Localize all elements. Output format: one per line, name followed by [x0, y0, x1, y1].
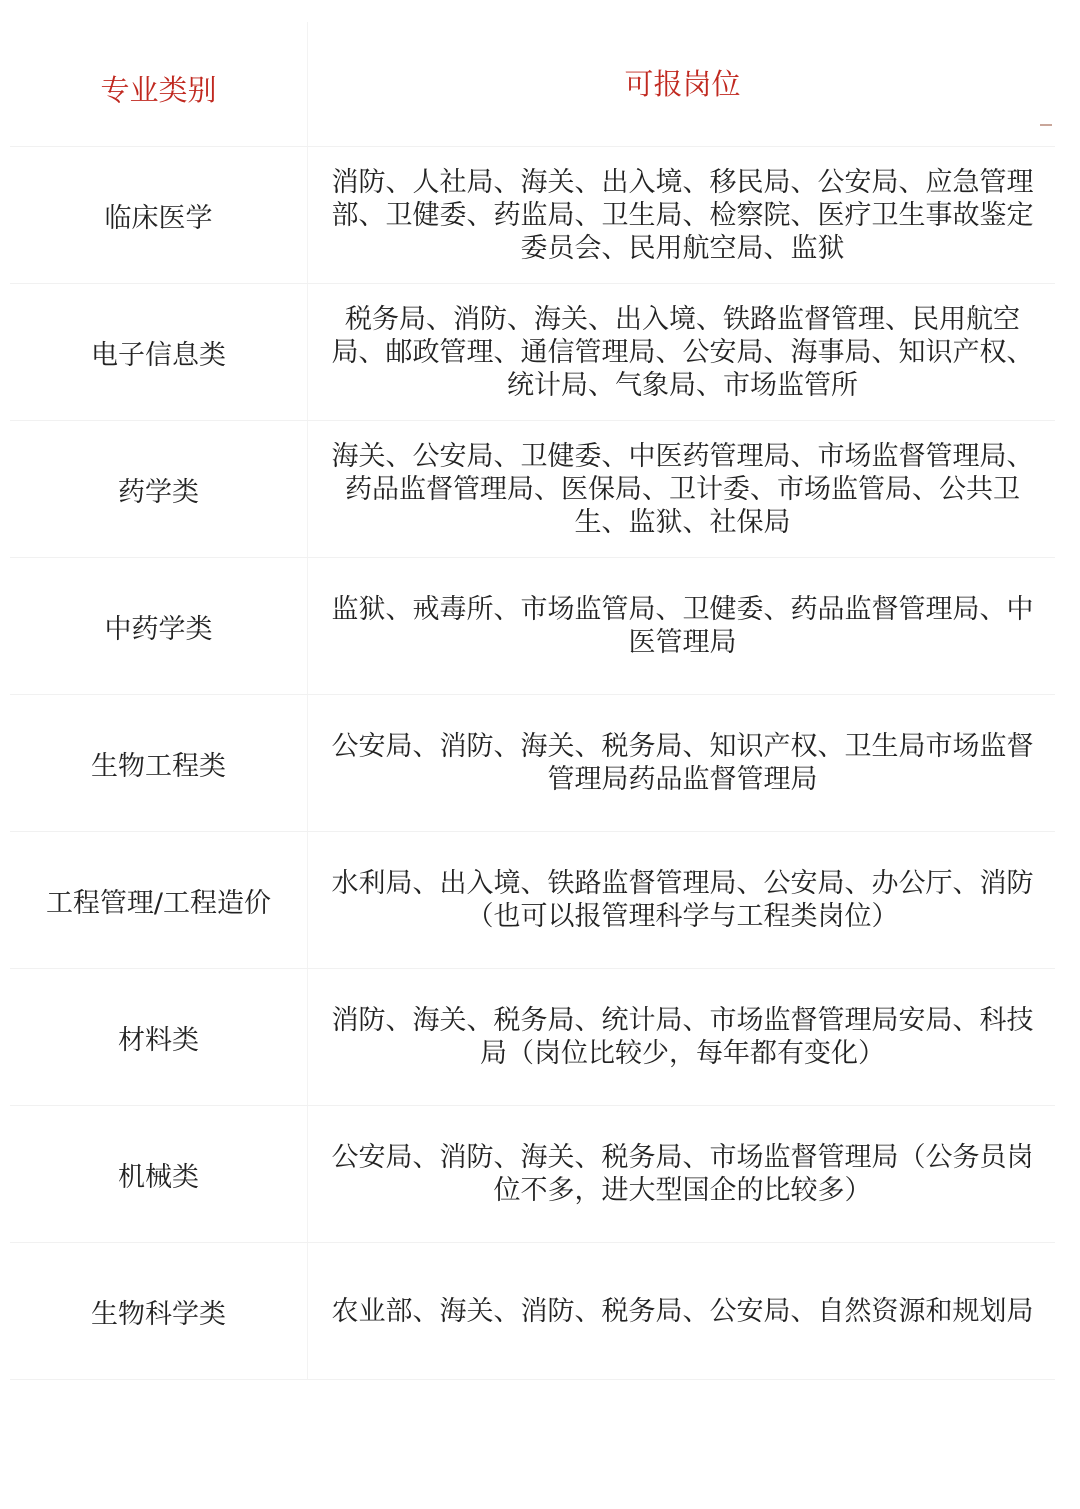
- category-cell: 电子信息类: [10, 284, 308, 420]
- table-row: [10, 969, 1055, 1106]
- table-row: [10, 832, 1055, 969]
- category-cell: 临床医学: [10, 147, 308, 283]
- positions-text: 税务局、消防、海关、出入境、铁路监督管理、民用航空局、邮政管理、通信管理局、公安局、海事局、知识产权、统计局、气象局、市场监管所: [331, 303, 1034, 401]
- table-row: [10, 421, 1055, 558]
- positions-text: 消防、海关、税务局、统计局、市场监督管理局安局、科技局（岗位比较少，每年都有变化）: [331, 1005, 1034, 1069]
- header-positions: 可报岗位: [624, 67, 741, 101]
- category-cell: 生物工程类: [10, 695, 308, 831]
- positions-text: 公安局、消防、海关、税务局、市场监督管理局（公务员岗位不多，进大型国企的比较多）: [331, 1142, 1034, 1206]
- positions-text: 农业部、海关、消防、税务局、公安局、自然资源和规划局: [331, 1295, 1034, 1327]
- positions-cell: [308, 1243, 1055, 1379]
- positions-cell: [308, 695, 1055, 831]
- category-cell: 药学类: [10, 421, 308, 557]
- positions-cell: [308, 147, 1055, 283]
- positions-text: 海关、公安局、卫健委、中医药管理局、市场监督管理局、药品监督管理局、医保局、卫计委、市场监管局、公共卫生、监狱、社保局: [331, 440, 1034, 538]
- category-cell: 机械类: [10, 1106, 308, 1242]
- category-cell: 材料类: [10, 969, 308, 1105]
- positions-cell: [308, 284, 1055, 420]
- positions-cell: [308, 558, 1055, 694]
- positions-text: 监狱、戒毒所、市场监管局、卫健委、药品监督管理局、中医管理局: [331, 594, 1034, 658]
- table-row: [10, 558, 1055, 695]
- positions-text: 消防、人社局、海关、出入境、移民局、公安局、应急管理部、卫健委、药监局、卫生局、检察院、医疗卫生事故鉴定委员会、民用航空局、监狱: [331, 166, 1034, 264]
- category-cell: 工程管理/工程造价: [10, 832, 308, 968]
- header-category: 专业类别: [10, 22, 308, 146]
- table-row: [10, 284, 1055, 421]
- table-row: [10, 147, 1055, 284]
- category-cell: 生物科学类: [10, 1243, 308, 1379]
- table-row: [10, 695, 1055, 832]
- table-header-row: [10, 22, 1055, 147]
- positions-text: 公安局、消防、海关、税务局、知识产权、卫生局市场监督管理局药品监督管理局: [331, 731, 1034, 795]
- positions-cell: [308, 832, 1055, 968]
- positions-cell: [308, 969, 1055, 1105]
- table-row: [10, 1106, 1055, 1243]
- positions-text: 水利局、出入境、铁路监督管理局、公安局、办公厅、消防（也可以报管理科学与工程类岗位）: [331, 868, 1034, 932]
- category-cell: 中药学类: [10, 558, 308, 694]
- table-row: [10, 1243, 1055, 1380]
- decorative-dash: [1040, 124, 1052, 126]
- major-positions-table: [10, 22, 1055, 1380]
- positions-cell: [308, 1106, 1055, 1242]
- positions-cell: [308, 421, 1055, 557]
